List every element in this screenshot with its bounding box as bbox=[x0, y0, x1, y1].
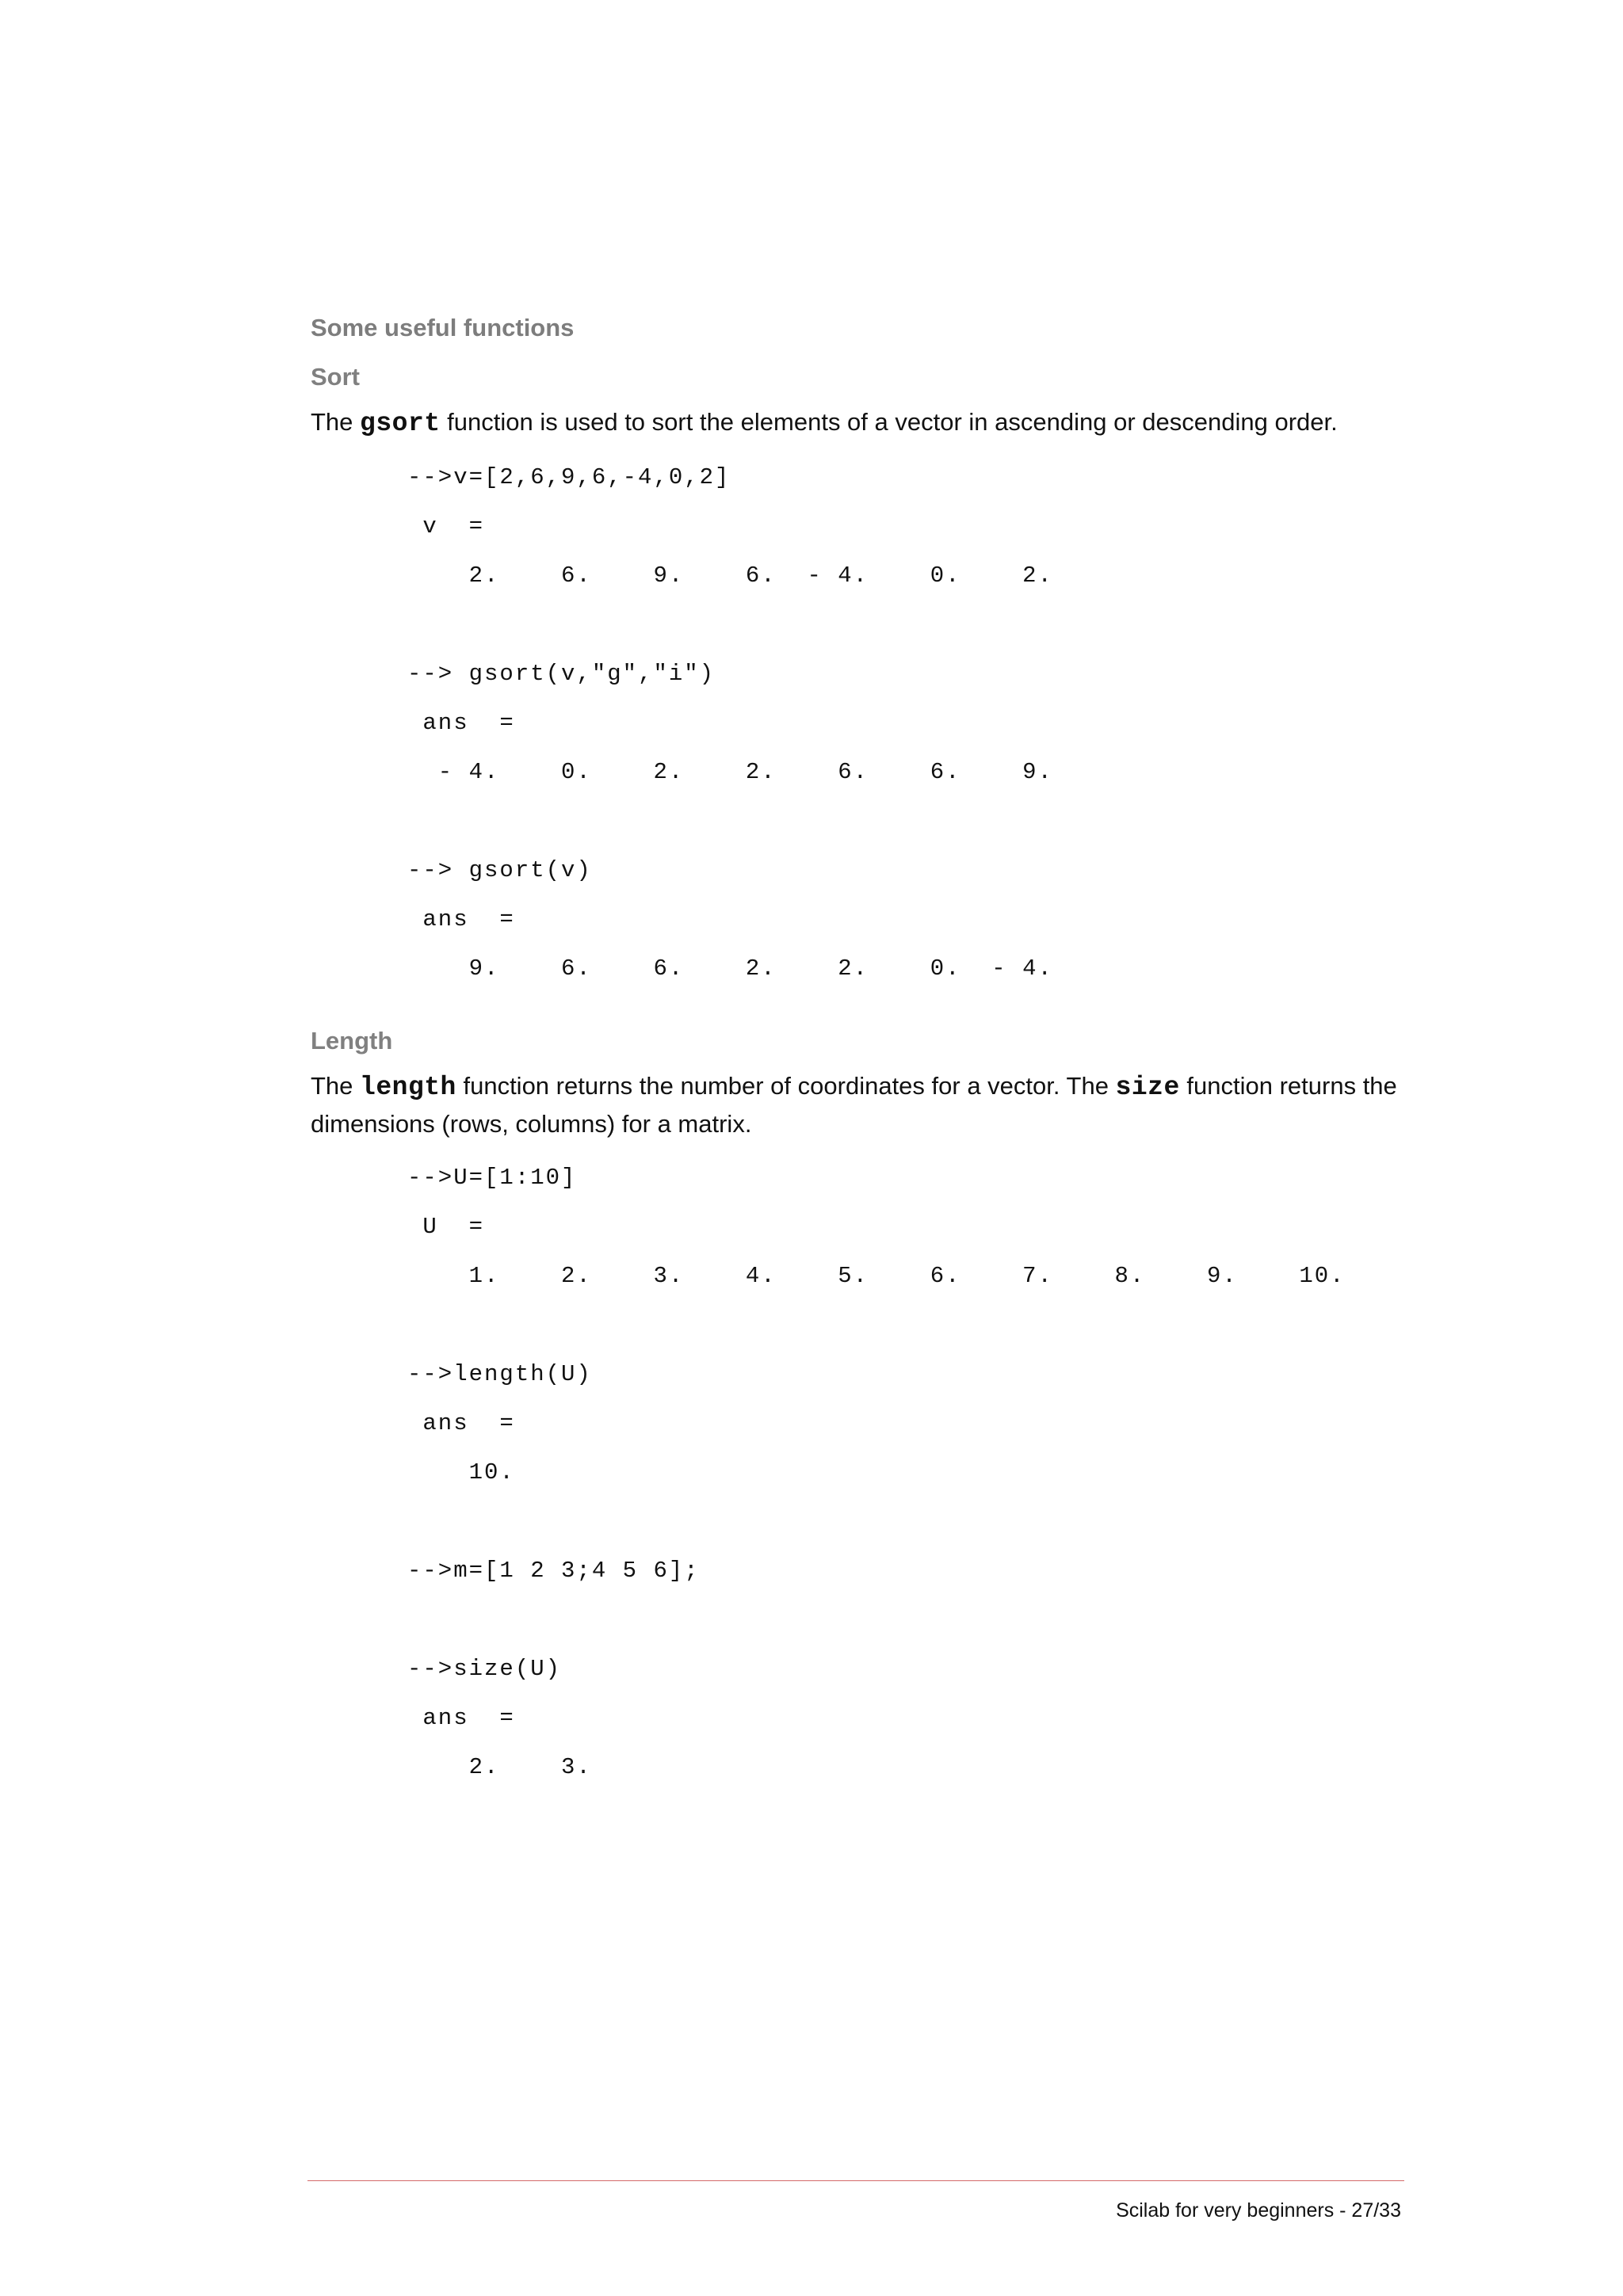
sort-description bbox=[311, 404, 1404, 442]
sort-desc-suffix: function is used to sort the elements of a vector in ascending or descending order. bbox=[440, 408, 1338, 436]
code-line: ans = bbox=[407, 710, 515, 736]
code-line: 2. 6. 9. 6. - 4. 0. 2. bbox=[407, 563, 1053, 589]
code-line: 9. 6. 6. 2. 2. 0. - 4. bbox=[407, 955, 1053, 982]
code-line: --> gsort(v,"g","i") bbox=[407, 661, 716, 687]
size-inline-code: size bbox=[1115, 1073, 1180, 1102]
length-inline-code: length bbox=[360, 1073, 456, 1102]
sort-subheading: Sort bbox=[311, 363, 360, 391]
code-line: -->size(U) bbox=[407, 1656, 562, 1682]
code-line-blank bbox=[407, 797, 1404, 846]
code-line: 10. bbox=[407, 1459, 515, 1486]
code-line: 2. 3. bbox=[407, 1754, 592, 1780]
code-line: -->length(U) bbox=[407, 1361, 592, 1387]
code-line: -->m=[1 2 3;4 5 6]; bbox=[407, 1558, 700, 1584]
length-desc-mid: function returns the number of coordinates for a vector. The bbox=[456, 1072, 1116, 1100]
code-line: ans = bbox=[407, 906, 515, 933]
length-description bbox=[311, 1068, 1404, 1142]
code-line: - 4. 0. 2. 2. 6. 6. 9. bbox=[407, 759, 1053, 785]
code-line-blank bbox=[407, 1596, 1404, 1645]
code-line-blank bbox=[407, 1301, 1404, 1350]
code-line: v = bbox=[407, 513, 485, 540]
footer-divider bbox=[307, 2180, 1404, 2181]
code-line: --> gsort(v) bbox=[407, 857, 592, 883]
sort-desc-prefix: The bbox=[311, 408, 361, 436]
length-code-block bbox=[407, 1154, 1404, 1792]
length-desc-prefix: The bbox=[311, 1072, 361, 1100]
code-line: -->v=[2,6,9,6,-4,0,2] bbox=[407, 464, 731, 490]
length-desc-suffix: function returns the dimensions (rows, columns) for a matrix. bbox=[311, 1072, 1397, 1138]
code-line-blank bbox=[407, 1497, 1404, 1547]
code-line: ans = bbox=[407, 1705, 515, 1731]
footer-page-label: Scilab for very beginners - 27/33 bbox=[1116, 2199, 1401, 2222]
sort-code-block bbox=[407, 453, 1404, 994]
code-line: ans = bbox=[407, 1410, 515, 1436]
page-content bbox=[311, 307, 1404, 1792]
length-subheading: Length bbox=[311, 1027, 393, 1055]
code-line: 1. 2. 3. 4. 5. 6. 7. 8. 9. 10. bbox=[407, 1263, 1346, 1289]
section-heading: Some useful functions bbox=[311, 314, 575, 341]
code-line: -->U=[1:10] bbox=[407, 1165, 577, 1191]
gsort-inline-code: gsort bbox=[360, 409, 441, 438]
code-line: U = bbox=[407, 1214, 485, 1240]
code-line-blank bbox=[407, 601, 1404, 650]
